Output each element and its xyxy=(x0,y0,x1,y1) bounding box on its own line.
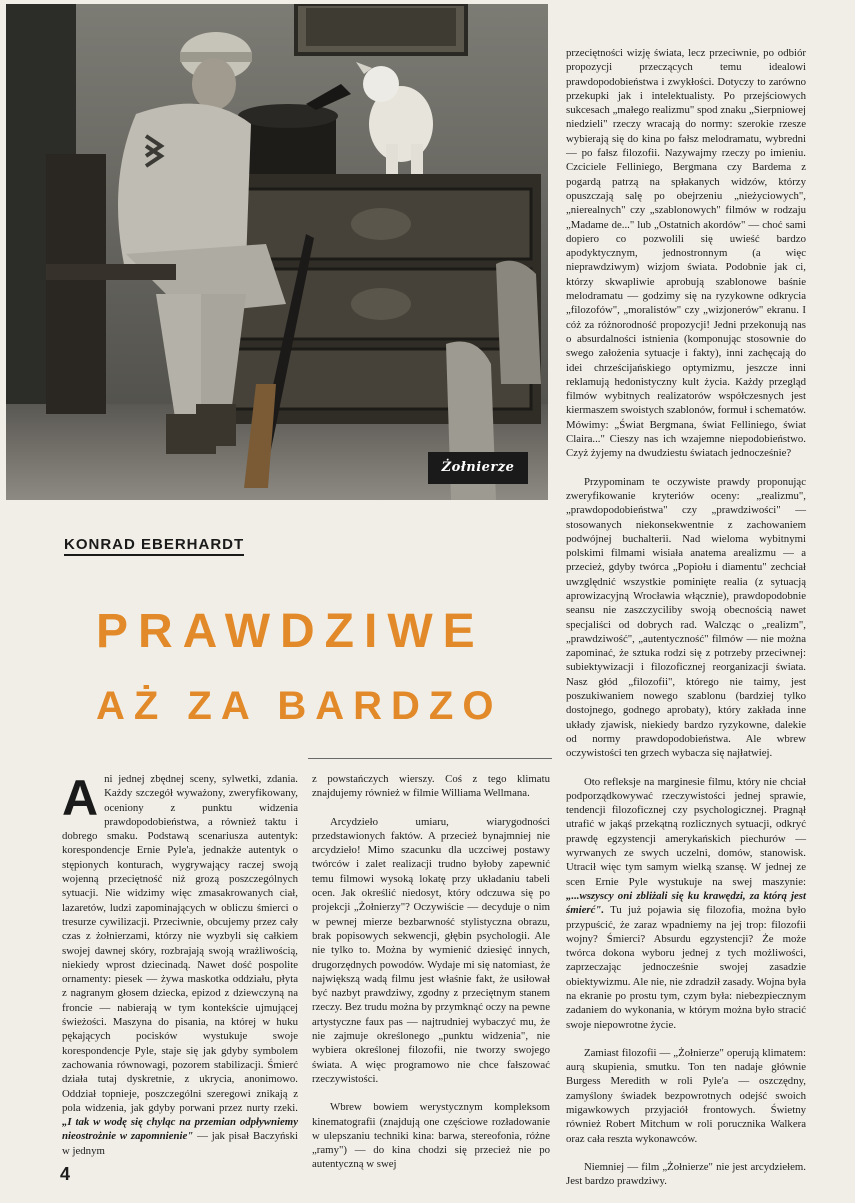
film-still-illustration xyxy=(6,4,548,500)
article-title-line1: PRAWDZIWE xyxy=(96,605,485,658)
paragraph-text: Tu już pojawia się filozofia, można było przypuścić, że zaraz wpadniemy na jej trop: filozofii wojny? Śmierci? Absurdu egzystencji? Że może twórca dokona wyboru jednej z tych możliwości, zaprzeczając jednocześnie swojej zasadzie obiektywizmu. Ale nie, nie zdradził zasady. Wojna była na ekranie po prostu tym, czym była: niebezpiecznym zadaniem do wykonania, w którym można było stracić swoje niepowrotne życie. xyxy=(566,904,806,1031)
paragraph-text: Oto refleksje na marginesie filmu, który nie chciał podporządkowywać rzeczywistości jednej sprawie, tendencji filozoficznej czy psychologicznej. Pragnął utrafić w jakąś przekątną rozlicznych sytuacji, odkryć prawdę egzystencji amerykańskich piechurów — wyrwanych ze swych uczelni, domów, stanowisk. Utracił więc tym samym wielką szansę. W jednej ze scen Ernie Pyle wystukuje na swej maszynie: xyxy=(566,775,806,888)
page-number: 4 xyxy=(60,1164,71,1184)
paragraph: Arcydzieło umiaru, wiarygodności przedstawionych faktów. A przecież bynajmniej nie arcydzieło! Mimo szacunku dla uczciwej postawy twórców i zalet realizacji trudno byłoby zapewnić temu filmowi wysoką lokatę przy układaniu tabeli ocen. Jak określić niedosyt, który odczuwa się po projekcji „Żołnierzy"? Oczywiście — decyduje o nim w pewnej mierze bezbarwność stylistyczna obrazu, brak popisowych sekwencji, głębin psychologii. Ale nie tylko to. Można by wymienić dziesięć innych, drugorzędnych powodów. Wydaje mi się natomiast, że największą wadą filmu jest właśnie fakt, że usiłował być nazbyt prawdziwy, zgodny z przeciętnym stanem rzeczy. Bez trudu można by przymknąć oczy na pewne artystyczne faux pas — najtrudniej wybaczyć mu, że nie zajmuje określonego „punktu widzenia", nie wybiera określonej filozofii, nie tworzy swojego świata. A więc programowo nie chce fałszować rzeczywistości. xyxy=(312,815,550,1085)
poem-quote: „I tak w wodę się chyląc na przemian odpływniemy nieostrożnie w zapomnienie" xyxy=(62,1116,298,1143)
pyle-quote: „...wszyscy oni zbliżali się ku krawędzi, za którą jest śmierć". xyxy=(566,889,806,917)
drop-cap: A xyxy=(62,770,99,826)
text-column-2 xyxy=(312,772,550,1186)
author-name: KONRAD EBERHARDT xyxy=(64,536,244,556)
film-still-photo xyxy=(6,4,548,500)
paragraph xyxy=(62,772,298,1158)
title-rule xyxy=(308,758,552,759)
article-title-line2: AŻ ZA BARDZO xyxy=(96,684,503,728)
paragraph: Przypominam te oczywiste prawdy proponując zweryfikowanie kryteriów oceny: „realizmu", „prawdopodobieństwa" czy „prawdziwości" — stosowanych niekonsekwentnie z zachowaniem podwójnej buchalterii. Nad wieloma wybitnymi polskimi filmami wisiała anatema arealizmu — a przecież, gdyby twórca „Popiołu i diamentu" zechciał uwzględnić wszystkie pominięte realia (z sytuacją aprowizacyjną Wrocławia włącznie), prawdopodobnie seansu nie zaszczyciliby swoją obecnością nawet specjaliści od dobrych rad. Walcząc o „realizm", „prawdziwość", „autentyczność" filmów — nie można zapominać, że sztuka rodzi się z potrzeby przeciwnej: subiektywizacji i filozoficznej reorganizacji świata. Nasz głód „filozofii", którego nie taimy, jest poszukiwaniem nowego szablonu (bardziej tylko dostojnego, godnego aprobaty), który zakłada inne układy zjawisk, niekiedy bardzo ryzykowne, dalekie od normy prawdopodobieństwa. Ale wbrew oczywistości ten grzech wybacza się najłatwiej. xyxy=(566,475,806,760)
paragraph-text: — jak pisał Baczyński w jednym xyxy=(62,1130,298,1157)
text-column-3 xyxy=(566,46,806,1203)
text-column-1 xyxy=(62,772,298,1172)
paragraph xyxy=(566,775,806,1032)
photo-caption: Żołnierze xyxy=(428,452,528,484)
paragraph-text: ni jednej zbędnej sceny, sylwetki, zdania. Każdy szczegół wyważony, zweryfikowany, oceniony z punktu widzenia prawdopodobieństwa, a również taktu i dobrego smaku. Podstawą scenariusza autentyk: korespondencje Ernie Pyle'a, jednakże autentyk o stępionych konturach, wygrywający raczej swoją wojenną przeciętność niż grozą poszczególnych sytuacji. Nie widzimy więc zmasakrowanych ciał, lazaretów, ludzi zapominających w obliczu śmierci o tresurze cywilizacji. Przeciwnie, obcujemy przez cały czas z żołnierzami, którzy nie wyzbyli się całkiem swojej dawnej skóry, rozbrajają swoją wrażliwością, niekiedy wprost dziecinadą. Nawet dość pospolite ornamenty: piesek — żywa maskotka oddziału, płyta z nagranym głosem dziecka, epizod z dziewczyną na froncie — nabierają w tym kontekście ujmującej świeżości. Maszyna do pisania, na której w huku pękających pocisków wystukuje swoje korespondencje Pyle, staje się jak gdyby symbolem zachowania równowagi, pozorem stabilizacji. Śmierć działa tutaj dyskretnie, z ukrycia, anonimowo. Oddział topnieje, poszczególni szeregowi znikają z pola widzenia, jak gdyby porwani przez nurty rzeki. xyxy=(62,773,298,1114)
paragraph: Zamiast filozofii — „Żołnierze" operują klimatem: aurą skupienia, smutku. Ton ten nadaje głównie Burgess Meredith w roli Pyle'a — oszczędny, zamyślony świadek bezpowrotnych odejść swoich migawkowych przyjaciół frontowych. Świetny również Robert Mitchum w roli porucznika Walkera oraz cała reszta wykonawców. xyxy=(566,1046,806,1145)
paragraph: z powstańczych wierszy. Coś z tego klimatu znajdujemy również w filmie Williama Wellmana. xyxy=(312,773,550,800)
paragraph: Wbrew bowiem werystycznym kompleksom kinematografii (znajdują one częściowe rozładowanie w ulepszaniu techniki kina: barwa, stereofonia, różne „ramy") — do kina chodzi się przecież nie po autentyczną w swej xyxy=(312,1101,550,1171)
paragraph: przeciętności wizję świata, lecz przeciwnie, po odbiór propozycji przeczących temu idealowi prawdopodobieństwa i zwykłości. Dotyczy to zarówno przekupki jak i intelektualisty. Po przejściowych sukcesach „małego realizmu" spod znaku „Sierpniowej niedzieli" rzeczy wracają do normy: szerokie rzesze wybierają się do kina po fałsz melodramatu, wybredni — po fałsz filozofii. Nazywajmy rzeczy po imieniu. Czciciele Felliniego, Bergmana czy Bardema z pogardą patrzą na spłakanych widzów, którzy opuszczają salę po obejrzeniu „nieżyciowych", „nierealnych" czy „szablonowych" filmów w rodzaju „Madame de..." lub „Ostatnich akordów" — choć sami dopiero co pozwolili się uwieść bardzo apodyktycznym, jednostronnym (a więc nieprawdziwym) wizjom świata. Podobnie jak ci, którzy skwapliwie aprobują szablonowe baśnie melodramatu — godzimy się na ryzykowne odkrycia „filozofów", „moralistów" czy „wizjonerów" ekranu. I cóż za różnorodność propozycji! Jedni przekonują nas o absurdalności istnienia (komponując stosownie do swego założenia sytuacje i fakty), inni zachęcają do idei chrześcijańskiego optymizmu, jeszcze inni reklamują hedonistyczny kult życia. Każdy przegląd filmów wybitnych realizatorów współczesnych jest kiermaszem swoistych szablonów, formuł i schematów. Mówimy: „Świat Bergmana, świat Felliniego, świat Claira..." Cieszy nas ich wzajemne niepodobieństwo. Czyż żyjemy na dwudziestu światach jednocześnie? xyxy=(566,47,806,460)
paragraph: Niemniej — film „Żołnierze" nie jest arcydziełem. Jest bardzo prawdziwy. xyxy=(566,1160,806,1188)
